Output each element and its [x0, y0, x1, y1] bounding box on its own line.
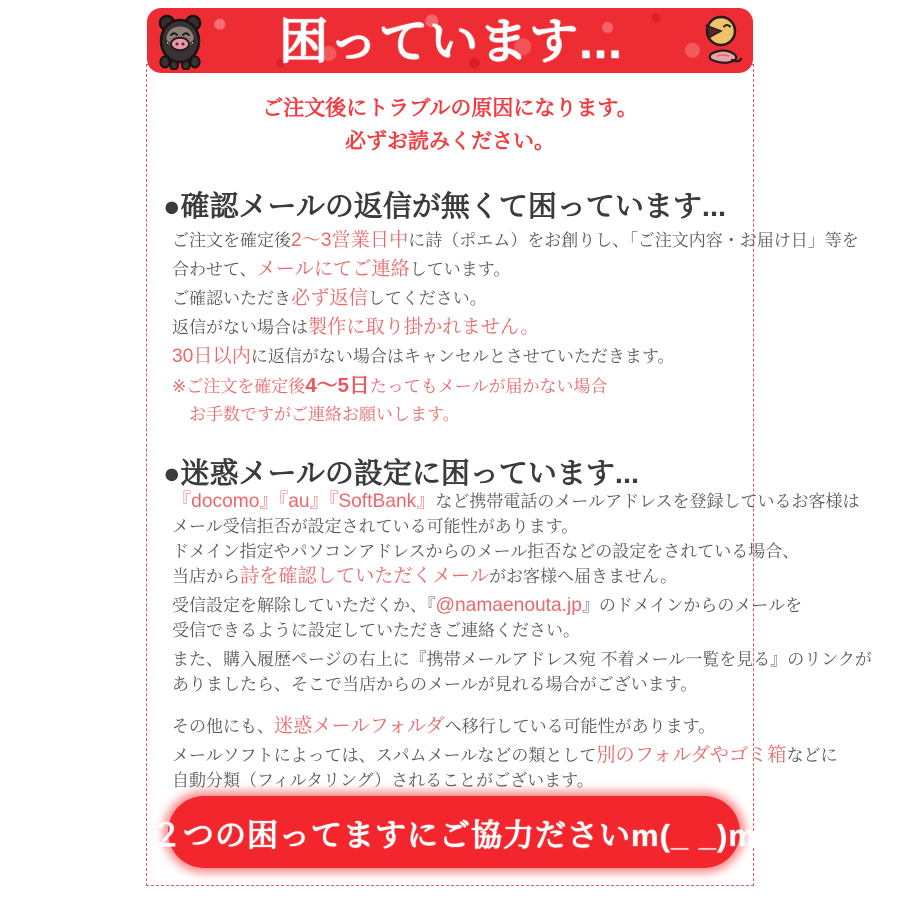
- section1-heading: ●確認メールの返信が無くて困っています...: [163, 191, 727, 223]
- text-line: メール受信拒否が設定されている可能性があります。: [172, 517, 579, 536]
- boar-mascot-icon: [157, 12, 203, 70]
- snake-mascot-icon: [699, 14, 743, 68]
- text-line: ご注文を確定後2〜3営業日中に詩（ポエム）をお創りし、「ご注文内容・お届け日」等を: [172, 230, 859, 251]
- text-line: ご確認いただき必ず返信してください。: [172, 288, 487, 309]
- text-line: また、購入履歴ページの右上に『携帯メールアドレス宛 不着メール一覧を見る』のリンクが: [172, 650, 872, 669]
- text-line: 自動分類（フィルタリング）されることがございます。: [172, 771, 594, 790]
- cooperation-request-label: ２つの困ってますにご協力ださいm(_ _)m: [151, 817, 757, 853]
- title-banner: [147, 8, 753, 73]
- order-warning-text: [147, 92, 753, 158]
- text-line: 『docomo』『au』『SoftBank』など携帯電話のメールアドレスを登録しているお客様は: [172, 491, 860, 512]
- text-line: 返信がない場合は製作に取り掛かれません。: [172, 317, 540, 338]
- section1-body: [172, 226, 859, 429]
- banner-title: 困っています...: [279, 14, 623, 69]
- text-line: 合わせて、メールにてご連絡しています。: [172, 259, 511, 280]
- text-line: ドメイン指定やパソコンアドレスからのメール拒否などの設定をされている場合、: [172, 542, 800, 561]
- text-line: 受信できるように設定していただきご連絡ください。: [172, 621, 580, 640]
- text-line: ※ご注文を確定後4〜5日たってもメールが届かない場合: [172, 374, 608, 397]
- cooperation-request-banner: [151, 796, 757, 868]
- text-line: その他にも、迷惑メールフォルダへ移行している可能性があります。: [172, 716, 716, 737]
- section2-body: [172, 489, 872, 793]
- text-line: 受信設定を解除していただくか、『@namaenouta.jp』のドメインからのメールを: [172, 595, 803, 616]
- order-warning-line2: 必ずお読みください。: [345, 130, 555, 153]
- text-line: ありましたら、そこで当店からのメールが見れる場合がございます。: [172, 675, 698, 694]
- text-line: 30日以内に返信がない場合はキャンセルとさせていただきます。: [172, 346, 675, 367]
- text-line: お手数ですがご連絡お願いします。: [172, 405, 460, 424]
- text-line: メールソフトによっては、スパムメールなどの類として別のフォルダやゴミ箱などに: [172, 745, 838, 766]
- order-warning-line1: ご注文後にトラブルの原因になります。: [262, 97, 638, 120]
- text-line: 当店から詩を確認していただくメールがお客様へ届きません。: [172, 566, 678, 587]
- section2-heading: ●迷惑メールの設定に困っています...: [163, 458, 640, 490]
